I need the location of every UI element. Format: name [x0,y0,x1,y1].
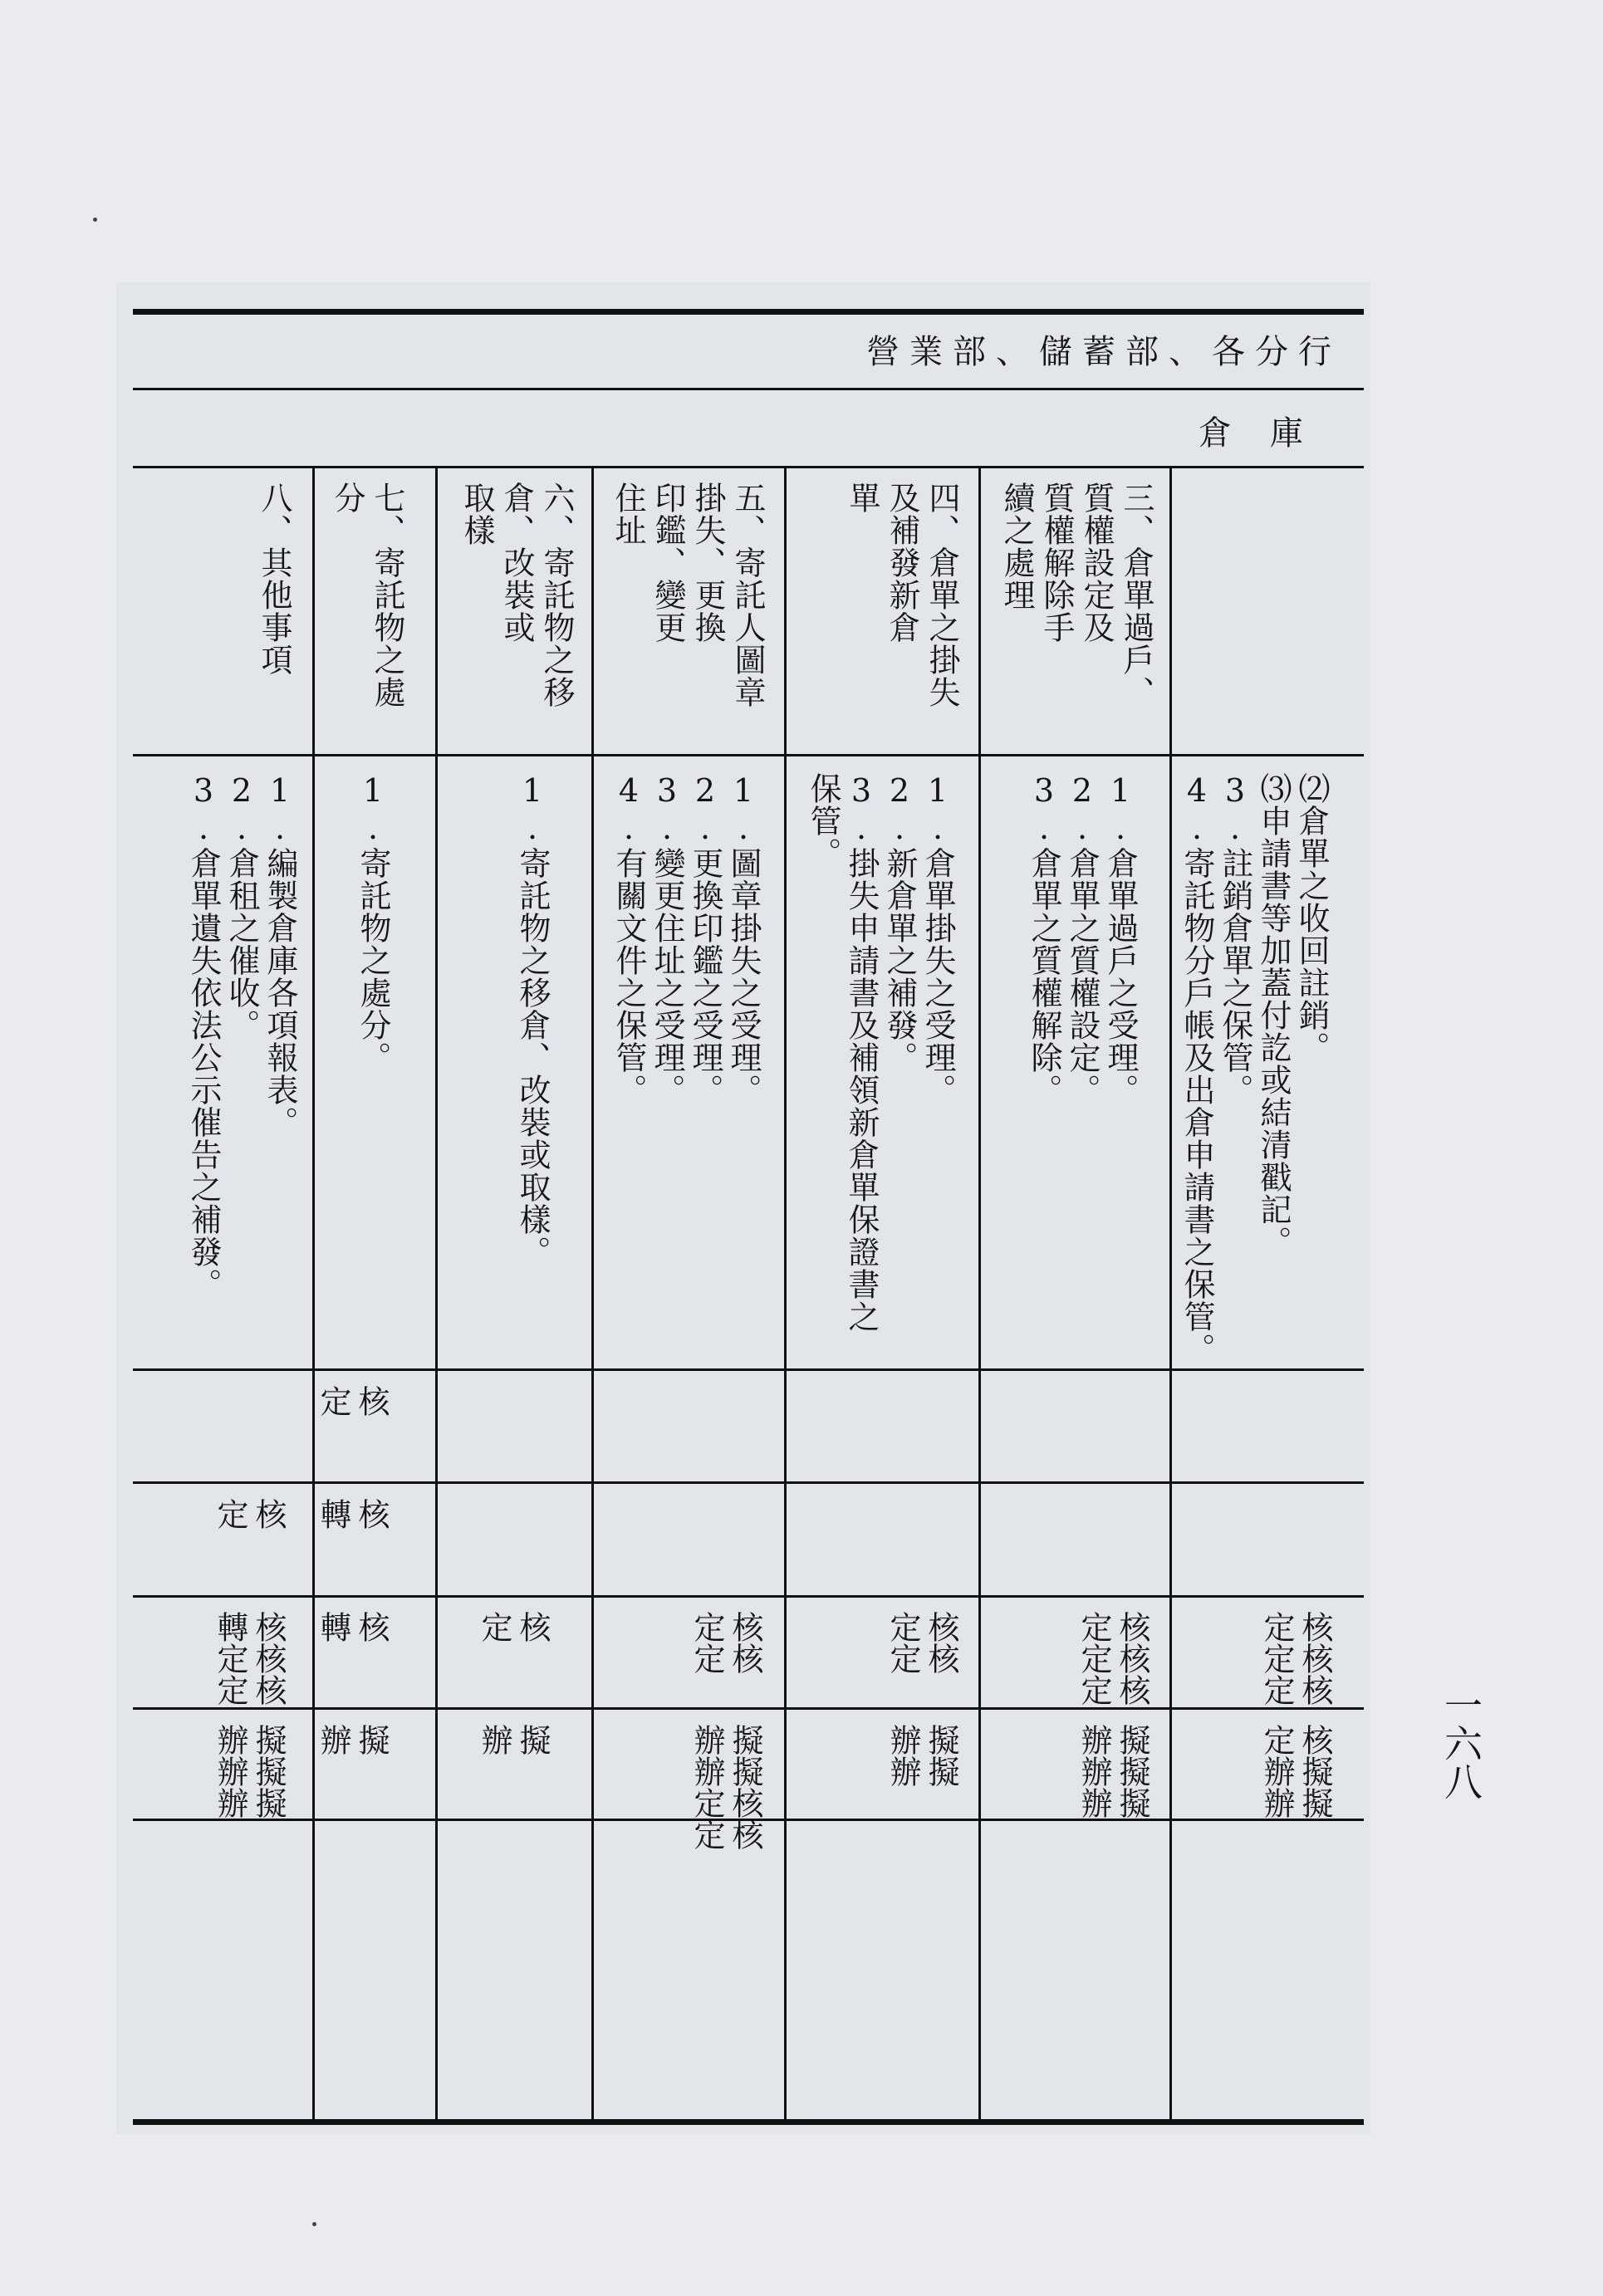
row-authority: 擬擬擬 辦辦辦 [212,1724,287,1819]
section-divider [133,466,1364,468]
row-authority: 核擬擬 定辦辦 [1258,1724,1333,1819]
row-authority: 核核 定定 [885,1611,959,1674]
row-item: 四、倉單之掛失 及補發新倉 單 [844,482,960,708]
column-line [435,466,438,2122]
row-authority: 擬 辦 [476,1724,551,1755]
row-authority: 擬擬擬 辦辦辦 [1076,1724,1150,1819]
speck [93,218,97,222]
row-authority: 核 定 [315,1385,390,1417]
row-item: 三、倉單過戶、 質權設定及 質權解除手 續之處理 [998,482,1154,708]
row-authority: 核核核 定定定 [1076,1611,1150,1706]
column-line [591,466,594,2122]
row-detail: 1.編製倉庫各項報表。 2.倉租之催收。 3.倉單遺失依法公示催告之補發。 [185,772,298,1300]
row-authority: 擬 辦 [315,1724,390,1755]
row-item: 五、寄託人圖章 掛失、更換 印鑑、變更 住址 [610,482,766,708]
row-detail: ⑵倉單之收回註銷。 ⑶申請書等加蓋付訖或結清戳記。 3.註銷倉單之保管。 4.寄託物分戶帳及出倉申請書之保管。 [1179,772,1330,1365]
row-item: 八、其他事項 [256,482,292,676]
row-authority: 核 轉 [315,1498,390,1530]
row-detail: 1.寄託物之移倉、改裝或取樣。 [514,772,551,1268]
row-authority: 核 轉 [315,1611,390,1642]
item-detail-divider [133,754,1364,756]
header-divider [133,388,1364,390]
page-number: 一六八 [1439,1686,1483,1800]
column-line [784,466,787,2122]
row-authority: 擬擬核核 辦辦定定 [689,1724,763,1850]
column-line [1169,466,1172,2122]
section-title: 倉庫 [1199,414,1341,453]
auth-divider-1 [133,1481,1364,1484]
row-detail: 1.倉單掛失之受理。 2.新倉單之補發。 3.掛失申請書及補領新倉單保證書之 保管。 [805,772,956,1333]
detail-auth-divider [133,1368,1364,1371]
top-rule [133,309,1364,315]
row-detail: 1.倉單過戶之受理。 2.倉單之質權設定。 3.倉單之質權解除。 [1026,772,1139,1106]
row-item: 六、寄託物之移 倉、改裝或 取樣 [458,482,575,708]
column-line [978,466,981,2122]
auth-divider-3 [133,1707,1364,1710]
row-item: 七、寄託物之處 分 [329,482,405,708]
row-authority: 核 定 [476,1611,551,1642]
row-detail: 1.寄託物之處分。 [355,772,391,1074]
row-authority: 擬擬 辦辦 [885,1724,959,1787]
column-line [312,466,315,2122]
row-authority: 核 定 [212,1498,287,1530]
header-title: 營業部、儲蓄部、各分行 [866,333,1341,371]
row-authority: 核核核 定定定 [1258,1611,1333,1706]
bottom-rule [133,2119,1364,2125]
speck [312,2222,316,2226]
row-authority: 核核 定定 [689,1611,763,1674]
row-detail: 1.圖章掛失之受理。 2.更換印鑑之受理。 3.變更住址之受理。 4.有關文件之保管。 [610,772,762,1106]
auth-divider-2 [133,1595,1364,1598]
row-authority: 核核核 轉定定 [212,1611,287,1706]
